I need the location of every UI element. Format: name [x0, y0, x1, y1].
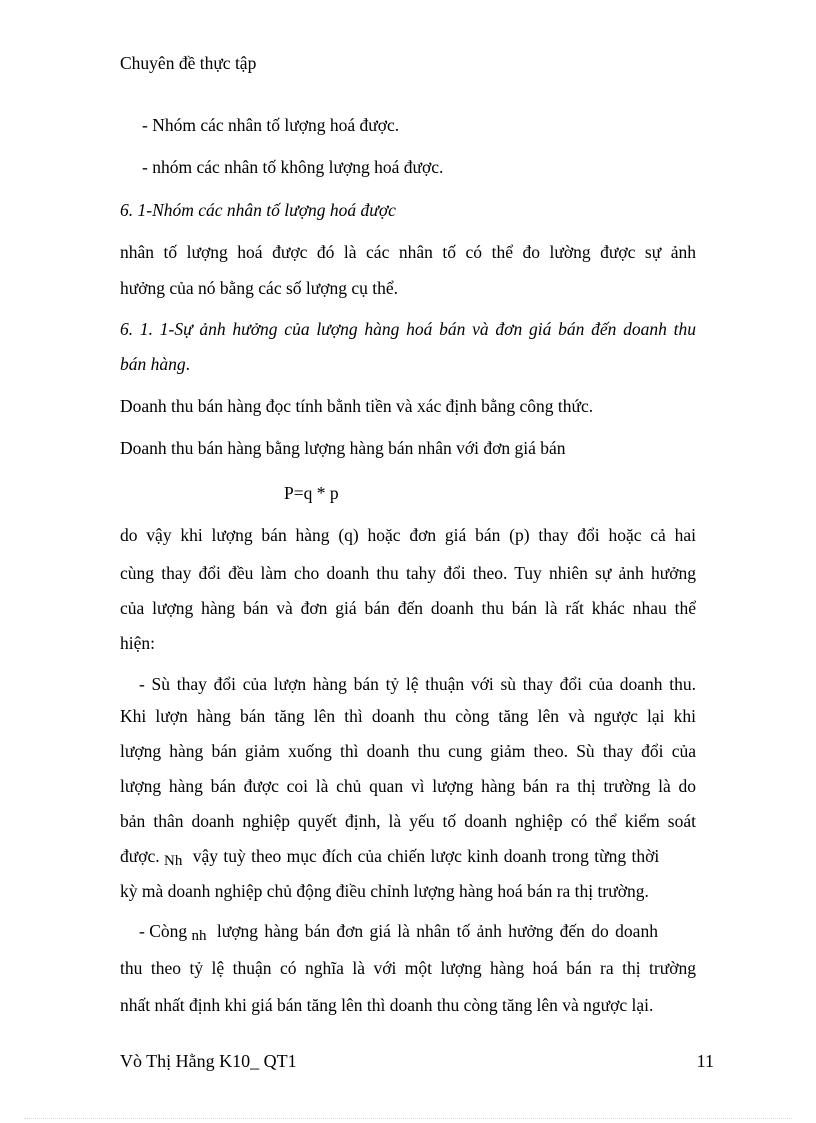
bullet-non-quantifiable-factors: - nhóm các nhân tố không lượng hoá được.: [142, 157, 444, 177]
paragraph-1-line-2: hưởng của nó bằng các số lượng cụ thể.: [120, 278, 399, 298]
section-heading-6-1-1-text: bán hàng: [120, 354, 186, 374]
paragraph-4-line-4: hiện:: [120, 633, 155, 653]
paragraph-5-line-6: [120, 845, 696, 869]
paragraph-5-line-6-nh: Nh: [164, 853, 183, 869]
paragraph-6-line-1-nh: nh: [191, 928, 207, 944]
paragraph-6-line-1: [139, 920, 696, 944]
paragraph-2: Doanh thu bán hàng đọc tính bằnh tiền và xác định bằng công thức.: [120, 396, 594, 416]
paragraph-6-line-3: nhất nhất định khi giá bán tăng lên thì doanh thu còng tăng lên và ngược lại.: [120, 995, 654, 1015]
paragraph-5-line-6-start: được.: [120, 846, 160, 866]
section-heading-6-1: 6. 1-Nhóm các nhân tố lượng hoá được: [120, 200, 396, 220]
paragraph-5-line-6-end: vậy tuỳ theo mục đích của chiến lược kinh doanh trong từng thời: [192, 846, 660, 866]
paragraph-5-line-2: Khi lượn hàng bán tăng lên thì doanh thu còng tăng lên và ngược lại khi: [120, 706, 696, 726]
footer-page-number: 11: [696, 1051, 714, 1071]
paragraph-6-line-1-end: lượng hàng bán đơn giá là nhân tố ảnh hưởng đến do doanh: [216, 921, 658, 941]
paragraph-1-line-1: nhân tố lượng hoá được đó là các nhân tố có thể đo lường được sự ảnh: [120, 242, 696, 262]
paragraph-5-line-5: bản thân doanh nghiệp quyết định, là yếu tố doanh nghiệp có thể kiểm soát: [120, 811, 696, 831]
footer-author: Vò Thị Hằng K10_ QT1: [120, 1051, 297, 1071]
page-bottom-divider: [24, 1118, 792, 1119]
paragraph-4-line-2: cùng thay đổi đều làm cho doanh thu tahy đổi theo. Tuy nhiên sự ảnh hưởng: [120, 563, 696, 583]
paragraph-5-line-3: lượng hàng bán giảm xuống thì doanh thu cung giảm theo. Sù thay đổi của: [120, 741, 696, 761]
section-heading-6-1-1-line-1: 6. 1. 1-Sự ảnh hưởng của lượng hàng hoá bán và đơn giá bán đến doanh thu: [120, 319, 696, 339]
section-heading-6-1-1-period: .: [185, 354, 190, 374]
section-heading-6-1-1-line-2: [120, 353, 696, 375]
revenue-formula: P=q * p: [284, 483, 339, 503]
paragraph-5-line-7: kỳ mà doanh nghiệp chủ động điều chỉnh lượng hàng hoá bán ra thị trường.: [120, 881, 649, 901]
paragraph-5-line-1: - Sù thay đổi của lượn hàng bán tỷ lệ thuận với sù thay đổi của doanh thu.: [139, 674, 696, 694]
paragraph-4-line-3: của lượng hàng bán và đơn giá bán đến doanh thu bán là rất khác nhau thể: [120, 598, 696, 618]
paragraph-6-line-1-start: - Còng: [139, 921, 188, 941]
paragraph-5-line-4: lượng hàng bán được coi là chủ quan vì lượng hàng bán ra thị trường là do: [120, 776, 696, 796]
bullet-quantifiable-factors: - Nhóm các nhân tố lượng hoá được.: [142, 115, 400, 135]
paragraph-3: Doanh thu bán hàng bằng lượng hàng bán nhân với đơn giá bán: [120, 438, 566, 458]
paragraph-6-line-2: thu theo tỷ lệ thuận có nghĩa là với một lượng hàng hoá bán ra thị trường: [120, 958, 696, 978]
page-header-title: Chuyên đề thực tập: [120, 53, 257, 73]
paragraph-4-line-1: do vậy khi lượng bán hàng (q) hoặc đơn giá bán (p) thay đổi hoặc cả hai: [120, 525, 696, 545]
